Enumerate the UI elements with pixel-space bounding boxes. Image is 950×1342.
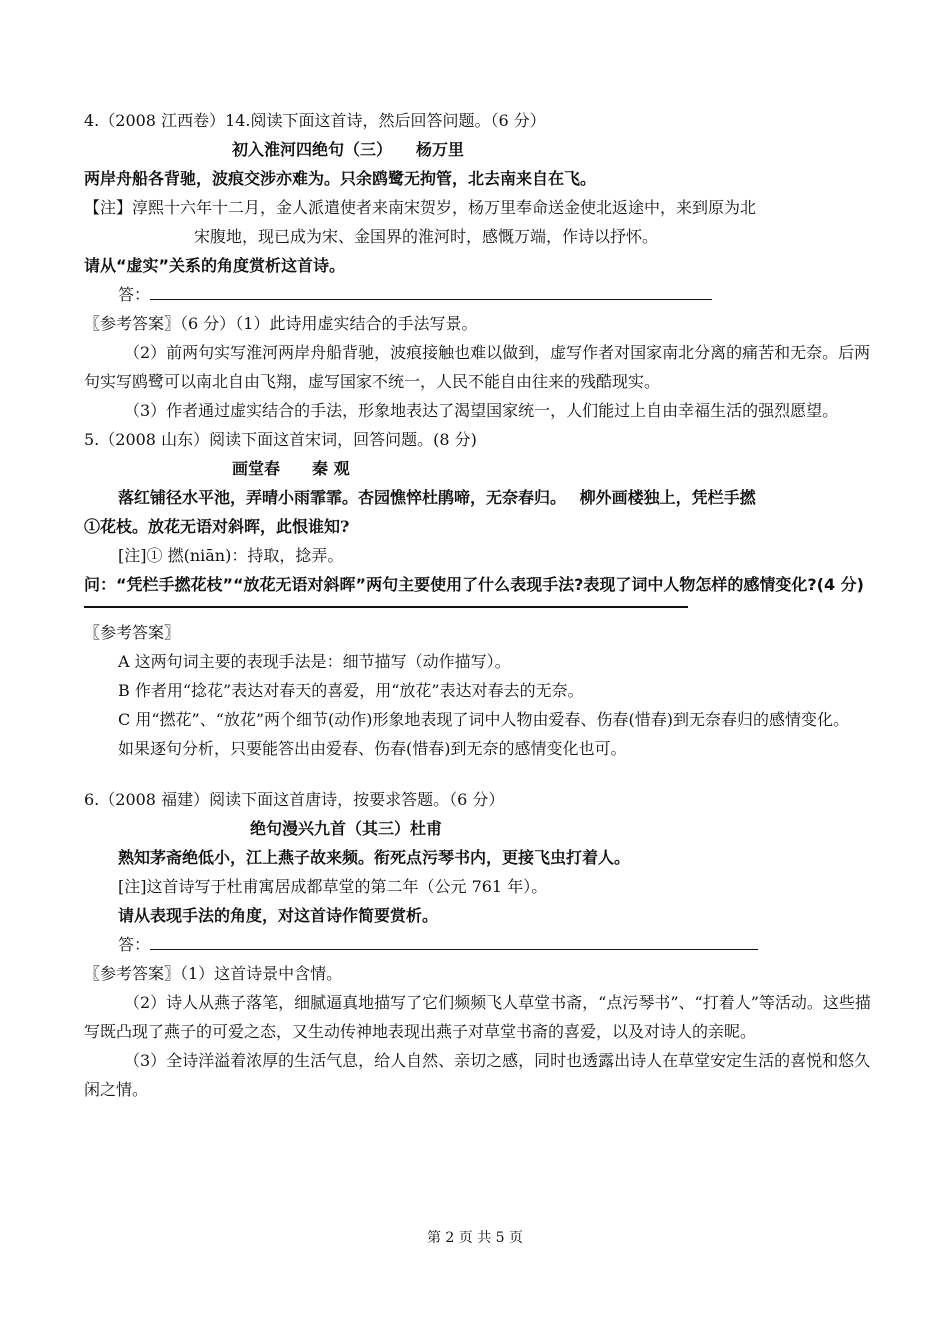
q4-question: 请从“虚实”关系的角度赏析这首诗。: [84, 256, 346, 275]
q5-heading: 5.（2008 山东）阅读下面这首宋词，回答问题。(8 分): [84, 430, 477, 449]
q6-note: [注]这首诗写于杜甫寓居成都草堂的第二年（公元 761 年）。: [118, 877, 548, 896]
q6-reference-3: [84, 1046, 874, 1104]
q6-poem-title: 绝句漫兴九首（其三）杜甫: [250, 819, 443, 838]
q4-reference-1: 〖参考答案〗（6 分）（1）此诗用虚实结合的手法写景。: [84, 314, 478, 333]
q5-poem-title: 画堂春 秦 观: [232, 459, 350, 478]
page-footer: 第 2 页 共 5 页: [426, 1230, 524, 1246]
q4-heading: 4.（2008 江西卷）14.阅读下面这首诗，然后回答问题。（6 分）: [84, 111, 546, 130]
q6-answer-label: 答：: [118, 935, 151, 954]
q4-answer-row: [84, 280, 874, 309]
q5-poem-line-2: ①花枝。放花无语对斜晖，此恨谁知?: [84, 517, 350, 536]
q4-reference-3-text: （3）作者通过虚实结合的手法，形象地表达了渴望国家统一，人们能过上自由幸福生活的强烈愿望。: [124, 401, 839, 420]
q4-answer-line[interactable]: [150, 281, 712, 300]
q5-reference-c: [84, 705, 874, 734]
q4-reference-3: [84, 396, 874, 425]
q6-reference-2-text: （2）诗人从燕子落笔，细腻逼真地描写了它们频频飞人草堂书斋，“点污琴书”、“打着人”等活动。这些描写既凸现了燕子的可爱之态，又生动传神地表现出燕子对草堂书斋的喜爱，以及对诗人的亲昵。: [84, 993, 871, 1041]
q6-answer-line[interactable]: [150, 931, 758, 950]
q5-answer-line[interactable]: [84, 606, 688, 608]
q6-reference-3-text: （3）全诗洋溢着浓厚的生活气息，给人自然、亲切之感，同时也透露出诗人在草堂安定生活的喜悦和悠久闲之情。: [84, 1051, 871, 1099]
q4-reference-2-text: （2）前两句实写淮河两岸舟船背驰，波痕接触也难以做到，虚写作者对国家南北分离的痛苦和无奈。后两句实写鸥鹭可以南北自由飞翔，虚写国家不统一，人民不能自由往来的残酷现实。: [84, 343, 871, 391]
q5-poem-line-1: 落红铺径水平池，弄晴小雨霏霏。杏园憔悴杜鹃啼，无奈春归。 柳外画楼独上，凭栏手撚: [118, 488, 756, 507]
q4-reference-2: [84, 338, 874, 396]
q5-reference-d: 如果逐句分析，只要能答出由爱春、伤春(惜春)到无奈的感情变化也可。: [118, 739, 627, 758]
q6-answer-row: [84, 930, 874, 959]
q5-note: [注]① 撚(niān)：持取，捻弄。: [118, 546, 344, 565]
q6-reference-1: 〖参考答案〗（1）这首诗景中含情。: [84, 964, 343, 983]
q5-reference-a: A 这两句词主要的表现手法是：细节描写（动作描写）。: [118, 652, 511, 671]
q4-poem-title: 初入淮河四绝句（三） 杨万里: [232, 140, 465, 159]
q4-note-line-2: 宋腹地，现已成为宋、金国界的淮河时，感慨万端，作诗以抒怀。: [194, 227, 659, 246]
q5-reference-label: 〖参考答案〗: [84, 623, 181, 642]
q4-note-line-1: 【注】淳熙十六年十二月，金人派遣使者来南宋贺岁，杨万里奉命送金使北返途中，来到原为北: [84, 198, 757, 217]
q4-answer-label: 答：: [118, 285, 151, 304]
q4-poem-text: 两岸舟船各背驰，波痕交涉亦难为。只余鸥鹭无拘管，北去南来自在飞。: [84, 169, 597, 188]
q6-reference-2: [84, 988, 874, 1046]
q5-reference-b: B 作者用“捻花”表达对春天的喜爱，用“放花”表达对春去的无奈。: [118, 681, 584, 700]
q6-question: 请从表现手法的角度，对这首诗作简要赏析。: [118, 906, 439, 925]
q6-heading: 6.（2008 福建）阅读下面这首唐诗，按要求答题。（6 分）: [84, 790, 505, 809]
q5-question: 问：“凭栏手撚花枝”“放花无语对斜晖”两句主要使用了什么表现手法?表现了词中人物怎样的感情变化?(4 分): [84, 575, 864, 594]
q5-reference-c-text: C 用“撚花”、“放花”两个细节(动作)形象地表现了词中人物由爱春、伤春(惜春)到无奈春归的感情变化。: [118, 710, 850, 729]
document-page: [84, 106, 874, 1104]
q6-poem-text: 熟知茅斋绝低小，江上燕子故来频。衔死点污琴书内，更接飞虫打着人。: [118, 848, 631, 867]
